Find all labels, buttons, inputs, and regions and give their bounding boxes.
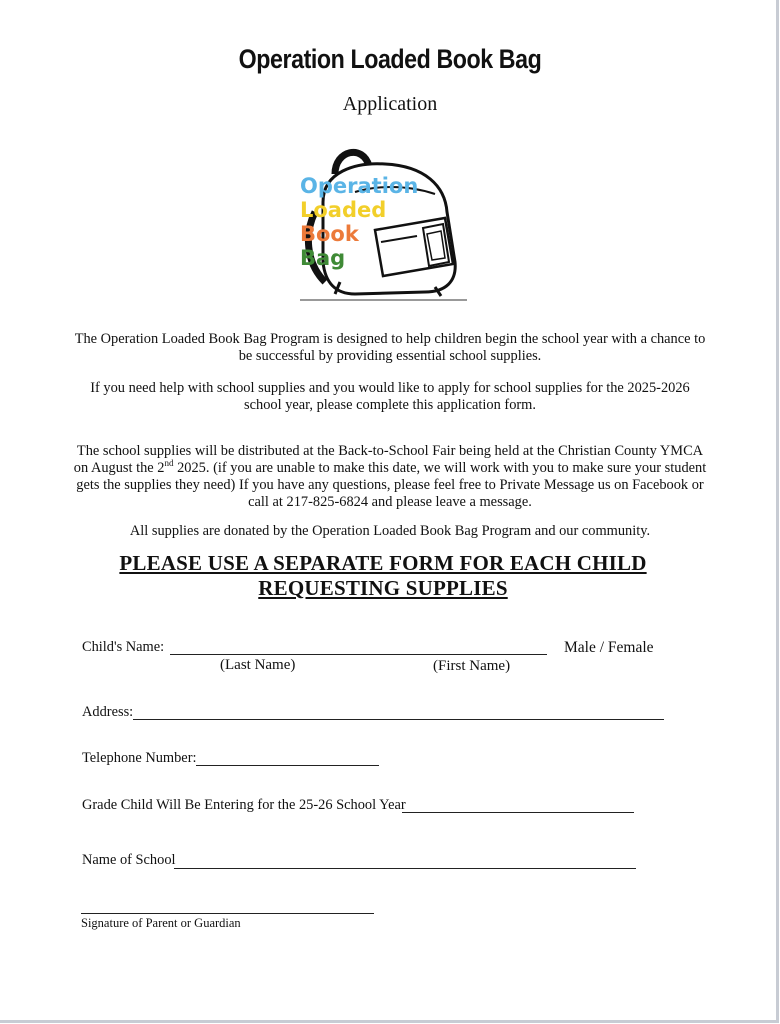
intro-paragraph-distribution <box>70 443 710 511</box>
logo-wordmark <box>300 174 418 270</box>
grade-label: Grade Child Will Be Entering for the 25-26 School Year <box>82 797 406 813</box>
gender-option[interactable]: Male / Female <box>564 639 654 656</box>
separate-form-notice <box>0 551 766 601</box>
child-name-label: Child's Name: <box>82 639 165 655</box>
distribution-text-start: The school supplies will be distributed at the Back-to-School Fair being held at the Christian County YMCA on August the 2 <box>73 443 704 476</box>
grade-field[interactable] <box>402 812 634 813</box>
logo-word-loaded: Loaded <box>300 198 387 222</box>
address-label: Address: <box>82 704 134 720</box>
distribution-text-end: 2025. (if you are unable to make this date, we will work with you to make sure your student gets the supplies they need) If you have any questions, please feel free to Private Message us on Facebook or call at 217-825-6824 and please leave a message. <box>76 460 707 510</box>
logo-word-bag: Bag <box>300 246 346 270</box>
intro-paragraph-apply: If you need help with school supplies and you would like to apply for school supplies for the 2025-2026 school year, please complete this application form. <box>90 380 690 413</box>
page-subtitle: Application <box>342 93 438 115</box>
school-label: Name of School <box>82 852 176 868</box>
logo-word-book: Book <box>300 222 359 246</box>
address-field[interactable] <box>133 719 664 720</box>
logo-word-operation: Operation <box>300 174 419 198</box>
notice-line-2: REQUESTING SUPPLIES <box>258 576 508 600</box>
school-field[interactable] <box>174 868 636 869</box>
first-name-caption: (First Name) <box>433 658 511 674</box>
signature-field[interactable] <box>81 913 374 914</box>
intro-paragraph-program: The Operation Loaded Book Bag Program is designed to help children begin the school year with a chance to be successful by providing essential school supplies. <box>74 331 706 364</box>
date-ordinal-suffix: nd <box>164 458 174 469</box>
intro-paragraph-donations: All supplies are donated by the Operation Loaded Book Bag Program and our community. <box>129 523 651 539</box>
child-name-field[interactable] <box>170 654 547 655</box>
notice-line-1: PLEASE USE A SEPARATE FORM FOR EACH CHILD <box>119 551 647 575</box>
last-name-caption: (Last Name) <box>220 657 296 673</box>
telephone-field[interactable] <box>196 765 379 766</box>
page-title: Operation Loaded Book Bag <box>238 44 542 74</box>
telephone-label: Telephone Number: <box>82 750 197 766</box>
signature-label: Signature of Parent or Guardian <box>81 916 241 930</box>
